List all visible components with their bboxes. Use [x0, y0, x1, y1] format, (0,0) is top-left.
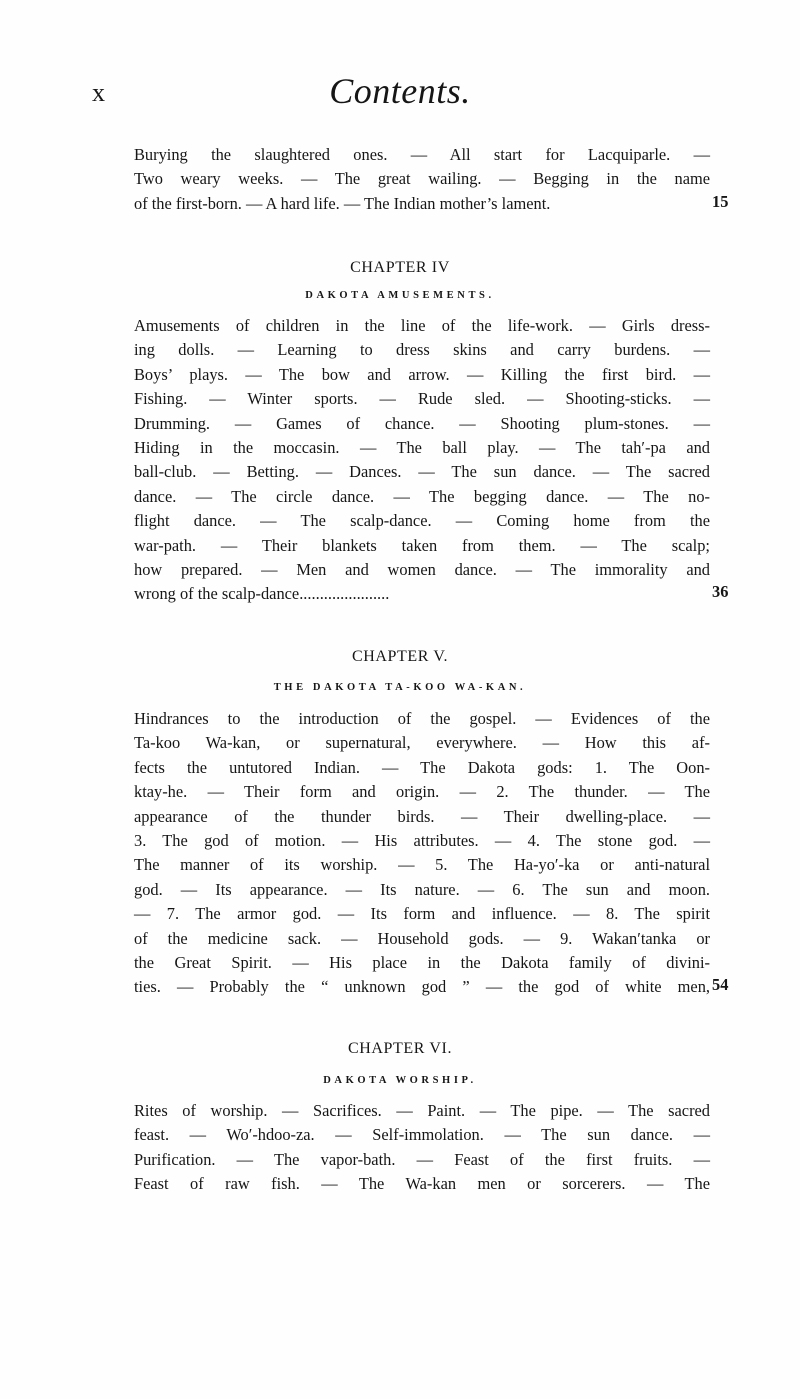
- text-line: Drumming. — Games of chance. — Shooting plum-stones. —: [134, 413, 710, 433]
- text-line: Hindrances to the introduction of the gospel. — Evidences of the: [134, 709, 710, 728]
- chapter-subtitle: DAKOTA WORSHIP.: [323, 1075, 477, 1086]
- chapter-subtitle: THE DAKOTA TA-KOO WA-KAN.: [273, 682, 527, 693]
- text-line: the Great Spirit. — His place in the Dakota family of divini-: [134, 953, 710, 973]
- text-line: Hiding in the moccasin. — The ball play. — The tah′-pa and: [134, 438, 710, 458]
- text-line: ing dolls. — Learning to dress skins and carry burdens. —: [134, 340, 710, 360]
- running-title: Contents.: [329, 71, 471, 111]
- text-line: 3. The god of motion. — His attributes. — 4. The stone god. —: [134, 831, 710, 851]
- text-line: — 7. The armor god. — Its form and influence. — 8. The spirit: [134, 904, 710, 924]
- text-line: ties. — Probably the “ unknown god ” — the god of white men,: [134, 977, 710, 997]
- chapter-heading: CHAPTER IV: [350, 259, 450, 276]
- text-line: Purification. — The vapor-bath. — Feast of the first fruits. —: [134, 1149, 710, 1169]
- chapter6-contents: [134, 1099, 710, 1197]
- text-line: Burying the slaughtered ones. — All start for Lacquiparle. —: [134, 145, 710, 164]
- text-line: Feast of raw fish. — The Wa-kan men or sorcerers. — The: [134, 1174, 710, 1194]
- text-line: [134, 582, 710, 606]
- text-line: flight dance. — The scalp-dance. — Coming home from the: [134, 511, 710, 531]
- text-line: how prepared. — Men and women dance. — The immorality and: [134, 560, 710, 580]
- page-number: 54: [712, 975, 729, 994]
- text-line: Fishing. — Winter sports. — Rude sled. — Shooting-sticks. —: [134, 389, 710, 409]
- text-line: feast. — Wo′-hdoo-za. — Self-immolation. — The sun dance. —: [134, 1125, 710, 1145]
- text-line: Two weary weeks. — The great wailing. — Begging in the name: [134, 169, 710, 189]
- chapter3-contents-tail: [134, 143, 710, 216]
- text-line: ball-club. — Betting. — Dances. — The sun dance. — The sacred: [134, 462, 710, 482]
- page-header: [0, 70, 800, 120]
- text-line: The manner of its worship. — 5. The Ha-yo′-ka or anti-natural: [134, 855, 710, 875]
- text-line: fects the untutored Indian. — The Dakota gods: 1. The Oon-: [134, 757, 710, 777]
- text-line: of the medicine sack. — Household gods. — 9. Wakan′tanka or: [134, 928, 710, 948]
- text-line-end: wrong of the scalp-dance: [134, 584, 300, 604]
- chapter-heading: CHAPTER VI.: [347, 1040, 453, 1057]
- text-line: of the first-born. — A hard life. — The Indian mother’s lament.: [134, 193, 551, 213]
- text-line: god. — Its appearance. — Its nature. — 6. The sun and moon.: [134, 879, 710, 899]
- page-number: 36: [712, 582, 729, 601]
- text-line: Rites of worship. — Sacrifices. — Paint. — The pipe. — The sacred: [134, 1101, 710, 1120]
- text-line: appearance of the thunder birds. — Their dwelling-place. —: [134, 806, 710, 826]
- text-line: dance. — The circle dance. — The begging dance. — The no-: [134, 486, 710, 506]
- chapter4-contents: [134, 314, 710, 607]
- chapter5-contents: [134, 707, 710, 1000]
- text-line: ktay-he. — Their form and origin. — 2. The thunder. — The: [134, 782, 710, 802]
- folio-numeral: x: [92, 78, 105, 107]
- text-line: war-path. — Their blankets taken from them. — The scalp;: [134, 535, 710, 555]
- chapter-subtitle: DAKOTA AMUSEMENTS.: [305, 290, 495, 301]
- text-line: Amusements of children in the line of the life-work. — Girls dress-: [134, 316, 710, 335]
- chapter-heading: CHAPTER V.: [351, 648, 449, 665]
- text-line: Ta-koo Wa-kan, or supernatural, everywhere. — How this af-: [134, 733, 710, 753]
- page-number: 15: [712, 192, 729, 211]
- text-line: Boys’ plays. — The bow and arrow. — Killing the first bird. —: [134, 364, 710, 384]
- dot-leader: ......................: [299, 584, 390, 604]
